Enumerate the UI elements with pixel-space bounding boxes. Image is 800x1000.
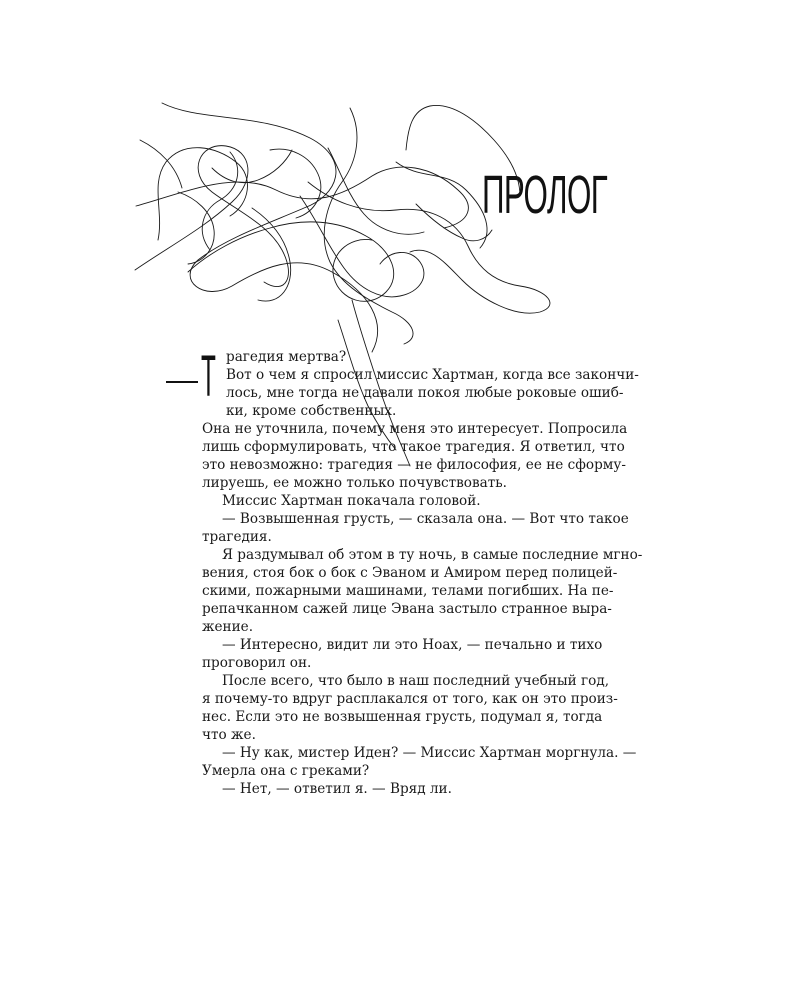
text-line: жение. [202,619,254,635]
text-line: проговорил он. [202,655,312,671]
drop-cap-letter: Т [201,344,216,409]
text-line: После всего, что было в наш последний учебный год, [222,673,610,689]
text-line: Я раздумывал об этом в ту ночь, в самые последние мгно- [222,547,643,563]
text-line: что же. [202,727,256,743]
text-line: рагедия мертва? [226,349,347,365]
text-line: Вот о чем я спросил миссис Хартман, когда все закончи- [226,367,639,383]
text-line: скими, пожарными машинами, телами погибших. На пе- [202,583,614,599]
body-text [201,344,643,798]
text-line: трагедия. [202,529,272,545]
text-line: я почему-то вдруг расплакался от того, как он это произ- [202,691,618,707]
text-line: — Интересно, видит ли это Ноах, — печально и тихо [222,637,603,653]
text-line: Она не уточнила, почему меня это интересует. Попросила [202,421,628,437]
opening-dialogue-dash [166,381,198,383]
text-line: лишь сформулировать, что такое трагедия. Я ответил, что [202,439,625,455]
text-line: лируешь, ее можно только почувствовать. [202,475,507,491]
text-line: это невозможно: трагедия — не философия, ее не сформу- [202,457,626,473]
text-line: Миссис Хартман покачала головой. [222,493,481,509]
text-line: ки, кроме собственных. [226,403,397,419]
text-line: — Нет, — ответил я. — Вряд ли. [222,781,452,797]
text-line: — Ну как, мистер Иден? — Миссис Хартман моргнула. — [222,745,637,761]
text-line: репачканном сажей лице Эвана застыло странное выра- [202,601,612,617]
text-line: Умерла она с греками? [202,763,370,779]
text-line: нес. Если это не возвышенная грусть, подумал я, тогда [202,709,603,725]
text-line: — Возвышенная грусть, — сказала она. — Вот что такое [222,511,629,527]
text-line: вения, стоя бок о бок с Эваном и Амиром перед полицей- [202,565,618,581]
chapter-title: ПРОЛОГ [482,165,608,225]
text-line: лось, мне тогда не давали покоя любые роковые ошиб- [226,385,624,401]
